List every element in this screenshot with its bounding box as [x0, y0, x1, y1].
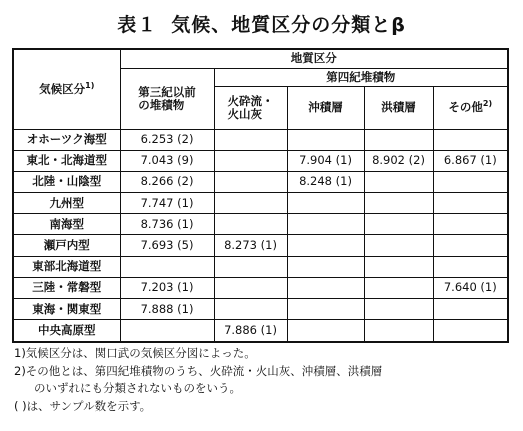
diluvial-cell	[364, 320, 433, 342]
other-cell	[433, 235, 508, 256]
header-climate	[13, 49, 120, 129]
alluvial-cell	[287, 256, 364, 277]
region-cell: 東北・北海道型	[13, 150, 120, 171]
region-cell: 九州型	[13, 193, 120, 214]
table-row	[13, 150, 508, 171]
other-cell	[433, 256, 508, 277]
table-row	[13, 256, 508, 277]
header-row-1	[13, 49, 508, 68]
header-pyroclastic-line1: 火砕流・	[227, 93, 274, 108]
footnote-1: 1)気候区分は、関口武の気候区分図によった。	[14, 346, 256, 360]
tertiary-cell: 6.253 (2)	[120, 129, 214, 150]
header-pyroclastic-line2: 火山灰	[227, 106, 262, 121]
header-diluvial: 洪積層	[364, 86, 433, 129]
diluvial-cell	[364, 214, 433, 235]
other-cell	[433, 214, 508, 235]
pyroclastic-cell	[214, 150, 287, 171]
other-cell: 6.867 (1)	[433, 150, 508, 171]
tertiary-cell: 7.203 (1)	[120, 277, 214, 298]
tertiary-cell: 8.266 (2)	[120, 171, 214, 192]
header-climate-text: 気候区分	[39, 81, 86, 96]
alluvial-cell: 8.248 (1)	[287, 171, 364, 192]
alluvial-cell	[287, 277, 364, 298]
alluvial-cell	[287, 129, 364, 150]
table-row	[13, 277, 508, 298]
tertiary-cell	[120, 256, 214, 277]
alluvial-cell	[287, 193, 364, 214]
region-cell: 三陸・常磐型	[13, 277, 120, 298]
footnote-2: 2)その他とは、第四紀堆積物のうち、火砕流・火山灰、沖積層、洪積層	[14, 363, 383, 378]
diluvial-cell	[364, 235, 433, 256]
header-tertiary-line2: の堆積物	[138, 97, 185, 112]
tertiary-cell	[120, 320, 214, 342]
pyroclastic-cell	[214, 299, 287, 320]
tertiary-cell: 7.888 (1)	[120, 299, 214, 320]
tertiary-cell: 8.736 (1)	[120, 214, 214, 235]
header-climate-footnote: 1)	[85, 80, 95, 90]
header-pyroclastic	[214, 86, 287, 129]
tertiary-cell: 7.043 (9)	[120, 150, 214, 171]
pyroclastic-cell	[214, 277, 287, 298]
other-cell	[433, 129, 508, 150]
pyroclastic-cell	[214, 256, 287, 277]
table-caption	[0, 10, 523, 37]
table-row	[13, 214, 508, 235]
region-cell: オホーツク海型	[13, 129, 120, 150]
table-row	[13, 299, 508, 320]
alluvial-cell	[287, 235, 364, 256]
pyroclastic-cell	[214, 129, 287, 150]
other-cell	[433, 193, 508, 214]
header-other-text: その他	[448, 100, 483, 114]
other-cell	[433, 171, 508, 192]
header-other	[433, 86, 508, 129]
region-cell: 北陸・山陰型	[13, 171, 120, 192]
table-number: 表１	[117, 14, 158, 36]
header-geology: 地質区分	[120, 49, 508, 68]
header-alluvial: 沖積層	[287, 86, 364, 129]
table-title: 気候、地質区分の分類とβ	[171, 14, 406, 36]
table-row	[13, 235, 508, 256]
diluvial-cell	[364, 277, 433, 298]
diluvial-cell	[364, 256, 433, 277]
alluvial-cell	[287, 320, 364, 342]
header-tertiary	[120, 68, 214, 129]
diluvial-cell	[364, 299, 433, 320]
header-tertiary-line1: 第三紀以前	[138, 84, 196, 99]
header-other-footnote: 2)	[482, 99, 493, 109]
region-cell: 南海型	[13, 214, 120, 235]
table-row	[13, 193, 508, 214]
footnote-2-continued: のいずれにも分類されないものをいう。	[34, 381, 241, 395]
region-cell: 東海・関東型	[13, 299, 120, 320]
other-cell	[433, 299, 508, 320]
pyroclastic-cell	[214, 214, 287, 235]
alluvial-cell	[287, 299, 364, 320]
diluvial-cell	[364, 171, 433, 192]
pyroclastic-cell: 8.273 (1)	[214, 235, 287, 256]
table-row	[13, 320, 508, 342]
region-cell: 瀬戸内型	[13, 235, 120, 256]
table-row	[13, 129, 508, 150]
tertiary-cell: 7.747 (1)	[120, 193, 214, 214]
diluvial-cell	[364, 193, 433, 214]
diluvial-cell	[364, 129, 433, 150]
region-cell: 東部北海道型	[13, 256, 120, 277]
other-cell	[433, 320, 508, 342]
classification-table	[12, 48, 509, 343]
table-row	[13, 171, 508, 192]
footnote-3: ( )は、サンプル数を示す。	[14, 398, 152, 413]
pyroclastic-cell	[214, 171, 287, 192]
region-cell: 中央高原型	[13, 320, 120, 342]
header-quaternary: 第四紀堆積物	[214, 68, 508, 86]
alluvial-cell: 7.904 (1)	[287, 150, 364, 171]
tertiary-cell: 7.693 (5)	[120, 235, 214, 256]
other-cell: 7.640 (1)	[433, 277, 508, 298]
footnotes	[14, 345, 514, 415]
alluvial-cell	[287, 214, 364, 235]
pyroclastic-cell: 7.886 (1)	[214, 320, 287, 342]
pyroclastic-cell	[214, 193, 287, 214]
diluvial-cell: 8.902 (2)	[364, 150, 433, 171]
